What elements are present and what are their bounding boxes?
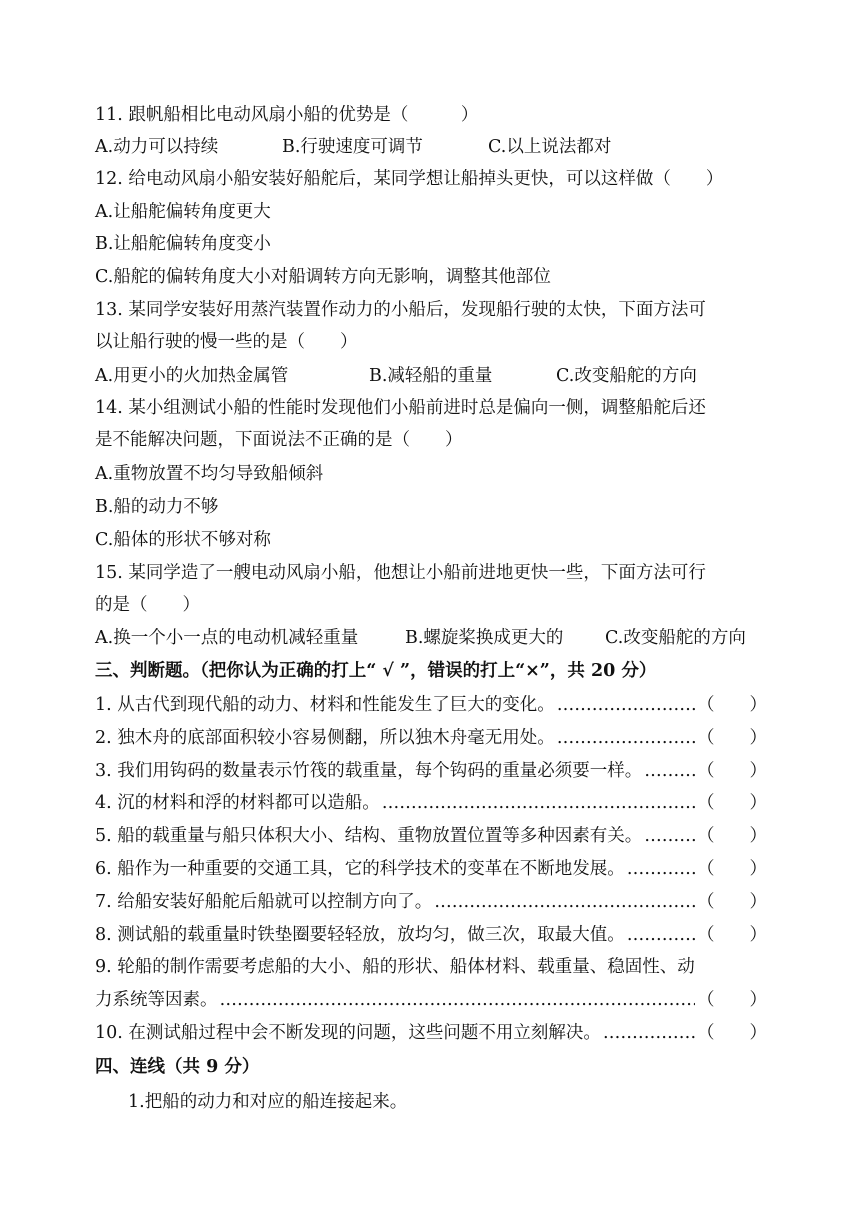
question-13-stem-line1: 13. 某同学安装好用蒸汽装置作动力的小船后，发现船行驶的太快，下面方法可 <box>95 300 706 320</box>
judge-item-5: 5. 船的载重量与船只体积大小、结构、重物放置位置等多种因素有关。 ……………………………………………………………………………………………………………………………………… （ ） <box>95 824 767 848</box>
judge-item-2: 2. 独木舟的底部面积较小容易侧翻，所以独木舟毫无用处。 ……………………………………………………………………………………………………………………………………… （ ） <box>95 726 767 750</box>
answer-blank[interactable]: （ ） <box>697 892 767 912</box>
question-15-option-c: C.改变船舵的方向 <box>605 628 746 648</box>
judge-item-9-line1: 9. 轮船的制作需要考虑船的大小、船的形状、船体材料、载重量、稳固性、动 <box>95 957 695 977</box>
section-3-heading: 三、判断题。（把你认为正确的打上“ √ ”，错误的打上“×”，共 20 分） <box>95 661 657 681</box>
question-11-option-b: B.行驶速度可调节 <box>282 137 423 157</box>
judge-item-10: 10. 在测试船过程中会不断发现的问题，这些问题不用立刻解决。 ……………………………………………………………………………………………………………………………………… （ ） <box>95 1021 767 1045</box>
answer-blank[interactable]: （ ） <box>697 1023 767 1043</box>
question-15-stem-line1: 15. 某同学造了一艘电动风扇小船，他想让小船前进地更快一些，下面方法可行 <box>95 563 706 583</box>
judge-item-3: 3. 我们用钩码的数量表示竹筏的载重量，每个钩码的重量必须要一样。 ……………………………………………………………………………………………………………………………………… （ ） <box>95 759 767 783</box>
question-13-options <box>95 364 775 388</box>
question-14-stem-line2: 是不能解决问题，下面说法不正确的是（ ） <box>95 430 463 450</box>
question-12-option-c: C.船舵的偏转角度大小对船调转方向无影响，调整其他部位 <box>95 267 551 287</box>
question-11-stem: 11. 跟帆船相比电动风扇小船的优势是（ ） <box>95 105 479 125</box>
question-14-stem-line1: 14. 某小组测试小船的性能时发现他们小船前进时总是偏向一侧，调整船舵后还 <box>95 398 706 418</box>
question-12-option-a: A.让船舵偏转角度更大 <box>95 202 271 222</box>
question-14-option-a: A.重物放置不均匀导致船倾斜 <box>95 464 324 484</box>
question-15-options <box>95 626 775 650</box>
answer-blank[interactable]: （ ） <box>697 826 767 846</box>
question-11-options <box>95 135 775 159</box>
question-13-option-c: C.改变船舵的方向 <box>556 366 697 386</box>
answer-blank[interactable]: （ ） <box>697 925 767 945</box>
question-11-option-c: C.以上说法都对 <box>488 137 612 157</box>
judge-item-8: 8. 测试船的载重量时铁垫圈要轻轻放，放均匀，做三次，取最大值。 ……………………………………………………………………………………………………………………………………… （ ） <box>95 923 767 947</box>
answer-blank[interactable]: （ ） <box>697 990 767 1010</box>
section-4-heading: 四、连线（共 9 分） <box>95 1057 260 1077</box>
judge-item-4: 4. 沉的材料和浮的材料都可以造船。 ……………………………………………………………………………………………………………………………………… （ ） <box>95 791 767 815</box>
judge-item-9-line2: 力系统等因素。 ……………………………………………………………………………………………………………………………………… （ ） <box>95 988 767 1012</box>
question-12-option-b: B.让船舵偏转角度变小 <box>95 234 271 254</box>
question-12-stem: 12. 给电动风扇小船安装好船舵后，某同学想让船掉头更快，可以这样做（ ） <box>95 169 724 189</box>
answer-blank[interactable]: （ ） <box>697 695 767 715</box>
answer-blank[interactable]: （ ） <box>697 761 767 781</box>
question-15-option-a: A.换一个小一点的电动机减轻重量 <box>95 628 359 648</box>
judge-item-6: 6. 船作为一种重要的交通工具，它的科学技术的变革在不断地发展。 ……………………………………………………………………………………………………………………………………… （ ） <box>95 857 767 881</box>
answer-blank[interactable]: （ ） <box>697 859 767 879</box>
answer-blank[interactable]: （ ） <box>697 728 767 748</box>
question-14-option-b: B.船的动力不够 <box>95 497 219 517</box>
question-11-option-a: A.动力可以持续 <box>95 137 219 157</box>
question-13-option-b: B.减轻船的重量 <box>369 366 493 386</box>
section-4-instruction: 1.把船的动力和对应的船连接起来。 <box>128 1092 408 1112</box>
judge-item-1: 1. 从古代到现代船的动力、材料和性能发生了巨大的变化。 ……………………………………………………………………………………………………………………………………… （ ） <box>95 693 767 717</box>
answer-blank[interactable]: （ ） <box>697 793 767 813</box>
question-13-option-a: A.用更小的火加热金属管 <box>95 366 289 386</box>
judge-item-7: 7. 给船安装好船舵后船就可以控制方向了。 ……………………………………………………………………………………………………………………………………… （ ） <box>95 890 767 914</box>
question-14-option-c: C.船体的形状不够对称 <box>95 530 271 550</box>
question-13-stem-line2: 以让船行驶的慢一些的是（ ） <box>95 332 358 352</box>
question-15-stem-line2: 的是（ ） <box>95 595 200 615</box>
question-15-option-b: B.螺旋桨换成更大的 <box>405 628 564 648</box>
